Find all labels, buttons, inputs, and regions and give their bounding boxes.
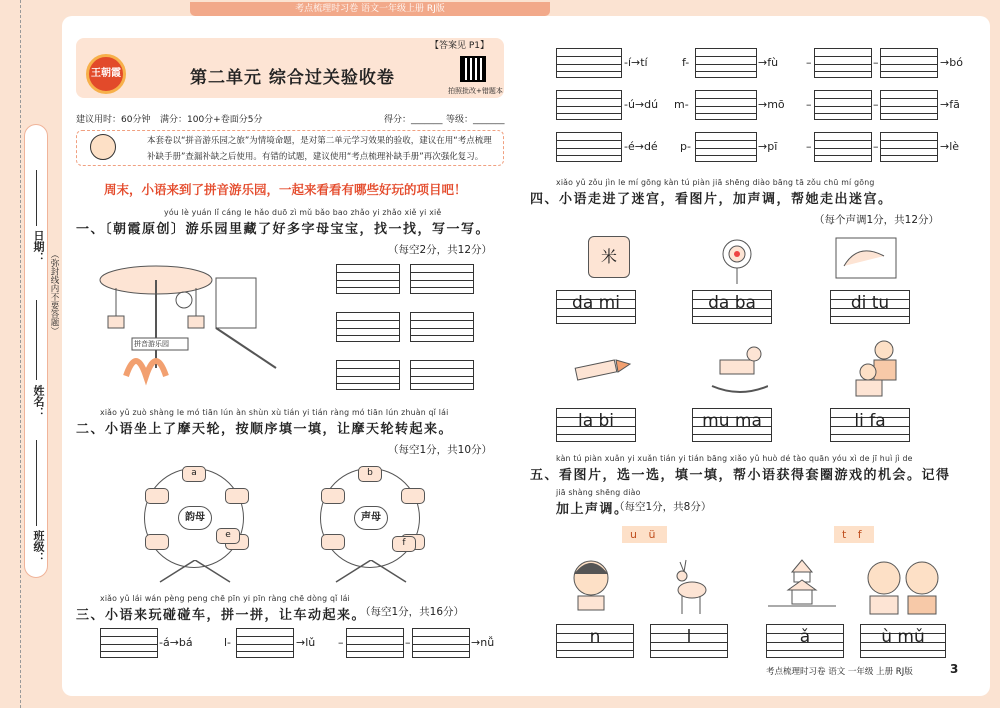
wheel-2-cab[interactable]: b bbox=[358, 466, 382, 482]
footer: 考点梳理时习卷 语文 一年级 上册 RJ版 bbox=[766, 667, 913, 677]
full-score-info: 满分：100分+卷面分5分 bbox=[160, 115, 263, 125]
q3-dash: – bbox=[873, 140, 879, 153]
wheel-2-cab[interactable] bbox=[401, 488, 425, 504]
date-label: 日期： bbox=[32, 230, 45, 263]
q3-answer-box[interactable] bbox=[556, 132, 622, 162]
q3-dash: – bbox=[338, 636, 344, 649]
q3-score: （每空1分，共16分） bbox=[360, 606, 465, 618]
q3-answer-box[interactable] bbox=[814, 132, 872, 162]
q3-answer-box[interactable] bbox=[100, 628, 158, 658]
wheel-2-cab[interactable]: f bbox=[392, 536, 416, 552]
maze-word-box[interactable] bbox=[830, 290, 910, 324]
q3-answer-box[interactable] bbox=[880, 132, 938, 162]
time-info: 建议用时：60分钟 bbox=[76, 115, 151, 125]
name-line bbox=[36, 300, 37, 380]
girl-icon bbox=[566, 556, 616, 612]
target-icon bbox=[712, 236, 762, 286]
wheel-2-cab[interactable] bbox=[321, 488, 345, 504]
q5-pinyin-2: jiā shàng shēng diào bbox=[556, 488, 641, 497]
q4-score: （每个声调1分，共12分） bbox=[814, 214, 940, 226]
q3-eq: →lè bbox=[940, 140, 960, 153]
q3-eq: -ú→dú bbox=[624, 98, 659, 111]
q3-answer-box[interactable] bbox=[814, 90, 872, 120]
q3-dash: – bbox=[806, 140, 812, 153]
score-field[interactable]: 得分：_______ bbox=[384, 115, 443, 125]
scenario-banner: 周末，小语来到了拼音游乐园，一起来看看有哪些好玩的项目吧！ bbox=[104, 182, 467, 197]
q5-pinyin: kàn tú piàn xuǎn yi xuǎn tián yi tián bāng xiǎo yǔ huò dé tào quān yóu xì de jī huì jì de bbox=[556, 454, 913, 463]
q3-answer-box[interactable] bbox=[695, 90, 757, 120]
girl-avatar-icon bbox=[90, 134, 116, 160]
answer-ref: 【答案见 P1】 bbox=[430, 41, 490, 51]
rocking-horse-icon bbox=[704, 340, 768, 394]
q5-title-2: 加上声调。 bbox=[556, 502, 629, 517]
q3-answer-box[interactable] bbox=[236, 628, 294, 658]
q3-dash: – bbox=[806, 56, 812, 69]
q3-eq: →lǔ bbox=[296, 636, 316, 649]
q5-title: 五、看图片，选一选，填一填，帮小语获得套圈游戏的机会。记得 bbox=[530, 468, 951, 483]
q3-dash: – bbox=[806, 98, 812, 111]
date-line bbox=[36, 170, 37, 226]
grade-field[interactable]: 等级：_______ bbox=[446, 115, 505, 125]
q3-answer-box[interactable] bbox=[880, 48, 938, 78]
q3-title: 三、小语来玩碰碰车，拼一拼，让车动起来。 bbox=[76, 608, 367, 623]
intro-box bbox=[76, 130, 504, 166]
grandparents-icon bbox=[860, 556, 946, 616]
maze-word: la bi bbox=[577, 411, 615, 431]
q3-eq: →nǚ bbox=[471, 636, 495, 649]
q5-letter: ǎ bbox=[799, 627, 811, 647]
q5-letter: n bbox=[589, 627, 601, 647]
maze-word-box[interactable] bbox=[830, 408, 910, 442]
wheel-2-cab[interactable] bbox=[321, 534, 345, 550]
wheel-1-cab[interactable]: a bbox=[182, 466, 206, 482]
qr-code-icon[interactable] bbox=[460, 56, 486, 82]
maze-word: mu ma bbox=[702, 411, 762, 431]
q3-eq: p- bbox=[680, 140, 691, 153]
q5-answer-box[interactable] bbox=[860, 624, 946, 658]
q3-eq: -á→bá bbox=[159, 636, 193, 649]
q3-answer-box[interactable] bbox=[556, 90, 622, 120]
q2-title: 二、小语坐上了摩天轮，按顺序填一填，让摩天轮转起来。 bbox=[76, 422, 454, 437]
maze-word: li fa bbox=[854, 411, 886, 431]
crayon-icon bbox=[570, 350, 634, 390]
q3-answer-box[interactable] bbox=[695, 132, 757, 162]
q3-pinyin: xiǎo yǔ lái wán pèng peng chē pīn yi pīn ràng chē dòng qǐ lái bbox=[100, 594, 350, 603]
amusement-park-illustration bbox=[96, 258, 296, 388]
class-line bbox=[36, 440, 37, 526]
maze-word-box[interactable] bbox=[692, 408, 772, 442]
q1-title: 一、〔朝霞原创〕游乐园里藏了好多字母宝宝，找一找，写一写。 bbox=[76, 222, 491, 237]
wheel-2-hub: 声母 bbox=[354, 506, 388, 530]
maze-word-box[interactable] bbox=[556, 408, 636, 442]
q1-answer-box[interactable] bbox=[410, 312, 474, 342]
maze-word: da ba bbox=[708, 293, 756, 313]
q5-answer-box[interactable] bbox=[556, 624, 634, 658]
wheel-2-stand bbox=[326, 560, 416, 584]
q4-title: 四、小语走进了迷宫，看图片，加声调，帮她走出迷宫。 bbox=[530, 192, 893, 207]
q3-eq: m- bbox=[674, 98, 689, 111]
q3-eq: →bó bbox=[940, 56, 963, 69]
q3-dash: – bbox=[873, 98, 879, 111]
wheel-1-cab[interactable]: e bbox=[216, 528, 240, 544]
maze-word: da mi bbox=[572, 293, 620, 313]
wheel-1-hub: 韵母 bbox=[178, 506, 212, 530]
q3-eq: f- bbox=[682, 56, 690, 69]
qr-caption: 拍照批改+错题本 bbox=[448, 87, 503, 95]
q3-eq: →fā bbox=[940, 98, 960, 111]
pagoda-icon bbox=[766, 556, 838, 612]
maze-word-box[interactable] bbox=[692, 290, 772, 324]
cut-line-outer bbox=[20, 0, 21, 708]
q3-answer-box[interactable] bbox=[695, 48, 757, 78]
wheel-1-cab[interactable] bbox=[145, 488, 169, 504]
intro-text: 本套卷以“拼音游乐园之旅”为情境命题，是对第二单元学习效果的验收，建议在用“考点梳理补缺手册”查漏补缺之后使用。有错的试题，建议使用“考点梳理补缺手册”再次强化复习。 bbox=[147, 136, 492, 162]
maze-word: di tu bbox=[850, 293, 890, 313]
q3-eq: →fù bbox=[758, 56, 779, 69]
q3-answer-box[interactable] bbox=[814, 48, 872, 78]
wheel-1-cab[interactable] bbox=[145, 534, 169, 550]
wheel-1-cab[interactable] bbox=[225, 488, 249, 504]
q5-letter: l bbox=[686, 627, 692, 647]
q3-answer-box[interactable] bbox=[556, 48, 622, 78]
haircut-icon bbox=[846, 336, 910, 398]
q4-pinyin: xiǎo yǔ zǒu jìn le mí gōng kàn tú piàn jiā shēng diào bāng tā zǒu chū mí gōng bbox=[556, 178, 875, 187]
seal-notice: （弥封线内不要答题） bbox=[49, 250, 59, 335]
brand-logo: 王朝霞 bbox=[86, 54, 126, 94]
q5-answer-box[interactable] bbox=[650, 624, 728, 658]
q2-score: （每空1分，共10分） bbox=[388, 444, 493, 456]
q1-score: （每空2分，共12分） bbox=[388, 244, 493, 256]
option-tag: u ü bbox=[622, 526, 667, 543]
q2-pinyin: xiǎo yǔ zuò shàng le mó tiān lún àn shùn xù tián yi tián ràng mó tiān lún zhuàn qǐ lái bbox=[100, 408, 449, 417]
q5-score: （每空1分，共8分） bbox=[614, 501, 712, 513]
binding-margin bbox=[0, 0, 62, 708]
class-label: 班级： bbox=[32, 530, 45, 563]
maze-word-box[interactable] bbox=[556, 290, 636, 324]
q3-dash: – bbox=[873, 56, 879, 69]
q1-pinyin: yóu lè yuán lǐ cáng le hǎo duō zì mǔ bǎo bao zhǎo yi zhǎo xiě yi xiě bbox=[164, 208, 442, 217]
q3-dash: – bbox=[405, 636, 411, 649]
q1-answer-box[interactable] bbox=[410, 360, 474, 390]
q5-letter: ù mǔ bbox=[881, 627, 925, 647]
q3-eq: l- bbox=[224, 636, 232, 649]
q1-answer-box[interactable] bbox=[336, 312, 400, 342]
q3-answer-box[interactable] bbox=[346, 628, 404, 658]
page-title: 第二单元 综合过关验收卷 bbox=[190, 68, 395, 88]
q3-eq: -é→dé bbox=[624, 140, 658, 153]
deer-icon bbox=[666, 556, 712, 616]
rice-bag-icon: 米 bbox=[588, 236, 630, 278]
page-number: 3 bbox=[950, 662, 959, 676]
q3-answer-box[interactable] bbox=[412, 628, 470, 658]
park-sign: 拼音游乐园 bbox=[134, 340, 169, 348]
q3-answer-box[interactable] bbox=[880, 90, 938, 120]
name-label: 姓名： bbox=[32, 385, 45, 418]
q5-answer-box[interactable] bbox=[766, 624, 844, 658]
q3-eq: →pī bbox=[758, 140, 778, 153]
top-band: 考点梳理时习卷 语文一年级上册 RJ版 bbox=[190, 2, 550, 16]
q1-answer-box[interactable] bbox=[336, 264, 400, 294]
wheel-1-stand bbox=[150, 560, 240, 584]
q1-answer-box[interactable] bbox=[336, 360, 400, 390]
map-icon bbox=[834, 236, 898, 280]
q3-eq: -í→tí bbox=[624, 56, 648, 69]
q1-answer-box[interactable] bbox=[410, 264, 474, 294]
q3-eq: →mō bbox=[758, 98, 785, 111]
option-tag: t f bbox=[834, 526, 874, 543]
